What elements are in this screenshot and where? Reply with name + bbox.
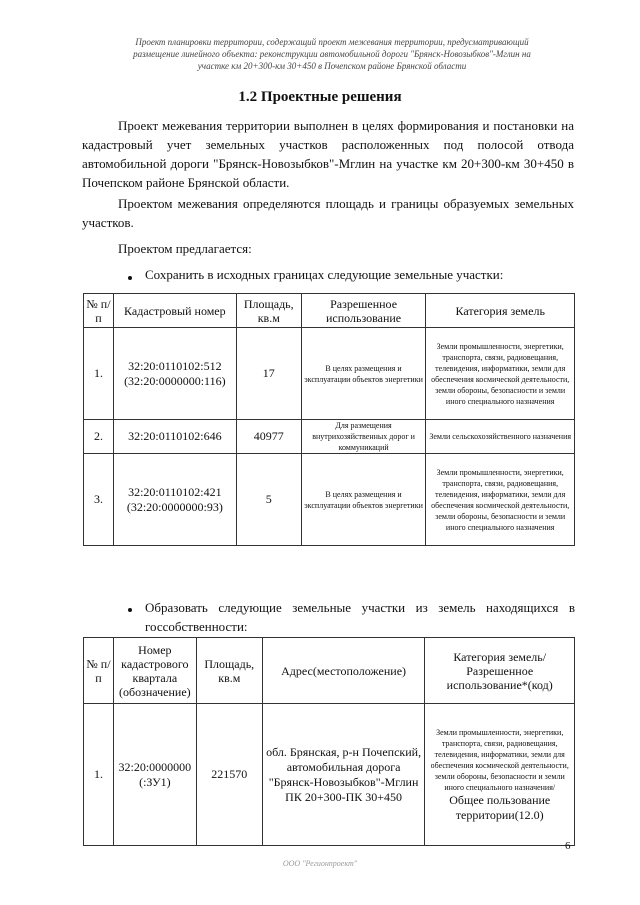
bullet-2-text: Образовать следующие земельные участки из земель находящихся в госсобственности: xyxy=(145,600,575,634)
table2-header-block: Номер кадастрового квартала (обозначение) xyxy=(113,638,196,704)
table2-header-row xyxy=(84,638,575,704)
land-category: Земли промышленности, энергетики, транспорта, связи, радиовещания, телевидения, информатики, земли для обеспечения космической деятельности, земли обороны, безопасности и земли иного специального назначения/ xyxy=(430,727,569,792)
row-num: 2. xyxy=(84,420,114,454)
land-category: Земли сельскохозяйственного назначения xyxy=(426,420,575,454)
row-num: 1. xyxy=(84,704,114,846)
plot-area: 40977 xyxy=(236,420,301,454)
plot-address: обл. Брянская, р-н Почепский, автомобильная дорога "Брянск-Новозыбков"-Мглин ПК 20+300-ПК 30+450 xyxy=(262,704,425,846)
table2-header-category: Категория земель/ Разрешенное использование*(код) xyxy=(425,638,575,704)
cadastral-number-old: (32:20:0000000:93) xyxy=(126,499,223,514)
header-line-2: размещение линейного объекта: реконструкции автомобильной дороги "Брянск-Новозыбков"-Мглин на xyxy=(133,49,531,59)
cadastral-number xyxy=(113,420,236,454)
section-title: 1.2 Проектные решения xyxy=(238,89,402,105)
cadastral-number-old: (32:20:0000000:116) xyxy=(124,373,226,388)
table1-header-use: Разрешенное использование xyxy=(301,294,426,328)
header-line-3: участке км 20+300-км 30+450 в Почепском районе Брянской области xyxy=(197,61,467,71)
table1-header-num: № п/п xyxy=(84,294,114,328)
permitted-use: В целях размещения и эксплуатации объектов энергетики xyxy=(301,454,426,546)
table-row xyxy=(84,420,575,454)
permitted-use: В целях размещения и эксплуатации объектов энергетики xyxy=(301,328,426,420)
existing-plots-table xyxy=(83,293,575,546)
paragraph-1: Проект межевания территории выполнен в целях формирования и постановки на кадастровый учет земельных участков расположенных под полосой отвода автомобильной дороги "Брянск-Новозыбков"-Мглин на участке км 20+300-км 30+450 в Почепском районе Брянской области. xyxy=(82,118,574,190)
cadastral-block xyxy=(113,704,196,846)
cadastral-number xyxy=(113,454,236,546)
bullet-marker-2 xyxy=(128,608,132,612)
footer-note: ООО "Регионпроект" xyxy=(282,859,358,868)
table-row xyxy=(84,704,575,846)
table-row xyxy=(84,454,575,546)
cadastral-number-main: 32:20:0110102:512 xyxy=(128,358,222,373)
new-plots-table xyxy=(83,637,575,846)
cadastral-block-number: 32:20:0000000 xyxy=(118,759,192,774)
paragraph-3: Проектом предлагается: xyxy=(118,241,252,256)
table1-header-category: Категория земель xyxy=(426,294,575,328)
table2-header-num: № п/п xyxy=(84,638,114,704)
row-num: 3. xyxy=(84,454,114,546)
table-row xyxy=(84,328,575,420)
table1-header-cadastral: Кадастровый номер xyxy=(113,294,236,328)
land-category: Земли промышленности, энергетики, транспорта, связи, радиовещания, телевидения, информатики, земли для обеспечения космической деятельности, земли обороны, безопасности и земли иного специального назначения xyxy=(426,328,575,420)
plot-designation: (:ЗУ1) xyxy=(139,774,171,789)
plot-area: 221570 xyxy=(196,704,262,846)
bullet-1-text: Сохранить в исходных границах следующие земельные участки: xyxy=(145,267,504,282)
table2-header-address: Адрес(местоположение) xyxy=(262,638,425,704)
plot-area: 5 xyxy=(236,454,301,546)
cadastral-number xyxy=(113,328,236,420)
land-category: Земли промышленности, энергетики, транспорта, связи, радиовещания, телевидения, информатики, земли для обеспечения космической деятельности, земли обороны, безопасности и земли иного специального назначения xyxy=(426,454,575,546)
page-number: 6 xyxy=(565,840,571,852)
cadastral-number-main: 32:20:0110102:421 xyxy=(128,484,222,499)
permitted-use: Для размещения внутрихозяйственных дорог и коммуникаций xyxy=(301,420,426,454)
permitted-use-code: Общее пользование территории(12.0) xyxy=(449,792,551,822)
row-num: 1. xyxy=(84,328,114,420)
header-line-1: Проект планировки территории, содержащий проект межевания территории, предусматривающий xyxy=(135,37,529,47)
document-header xyxy=(82,36,582,72)
bullet-marker-1 xyxy=(128,276,132,280)
plot-area: 17 xyxy=(236,328,301,420)
land-category-use xyxy=(425,704,575,846)
table1-header-area: Площадь, кв.м xyxy=(236,294,301,328)
table2-header-area: Площадь, кв.м xyxy=(196,638,262,704)
paragraph-2: Проектом межевания определяются площадь и границы образуемых земельных участков. xyxy=(82,196,574,230)
cadastral-number-main: 32:20:0110102:646 xyxy=(128,429,222,443)
table1-header-row xyxy=(84,294,575,328)
